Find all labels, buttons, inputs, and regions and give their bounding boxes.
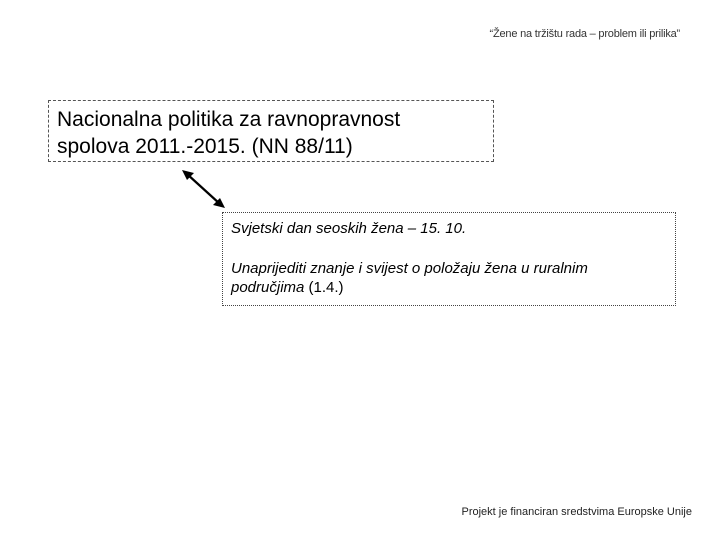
policy-title-box <box>48 100 494 162</box>
rural-women-day-item: Svjetski dan seoskih žena – 15. 10. <box>231 220 467 237</box>
knowledge-awareness-line2: područjima <box>231 279 305 296</box>
measure-reference: (1.4.) <box>304 279 344 296</box>
knowledge-awareness-item <box>231 259 667 297</box>
funding-footer-note: Projekt je financiran sredstvima Europske Unije <box>461 506 692 518</box>
measure-detail-box <box>222 212 676 306</box>
slide-header-note: “Žene na tržištu rada – problem ili prilika” <box>489 28 680 40</box>
knowledge-awareness-line1: Unaprijediti znanje i svijest o položaju žena u ruralnim <box>231 260 588 277</box>
policy-title-line2: spolova 2011.-2015. (NN 88/11) <box>57 135 353 158</box>
double-arrow-icon <box>170 160 240 220</box>
policy-title-line1: Nacionalna politika za ravnopravnost <box>57 108 401 131</box>
